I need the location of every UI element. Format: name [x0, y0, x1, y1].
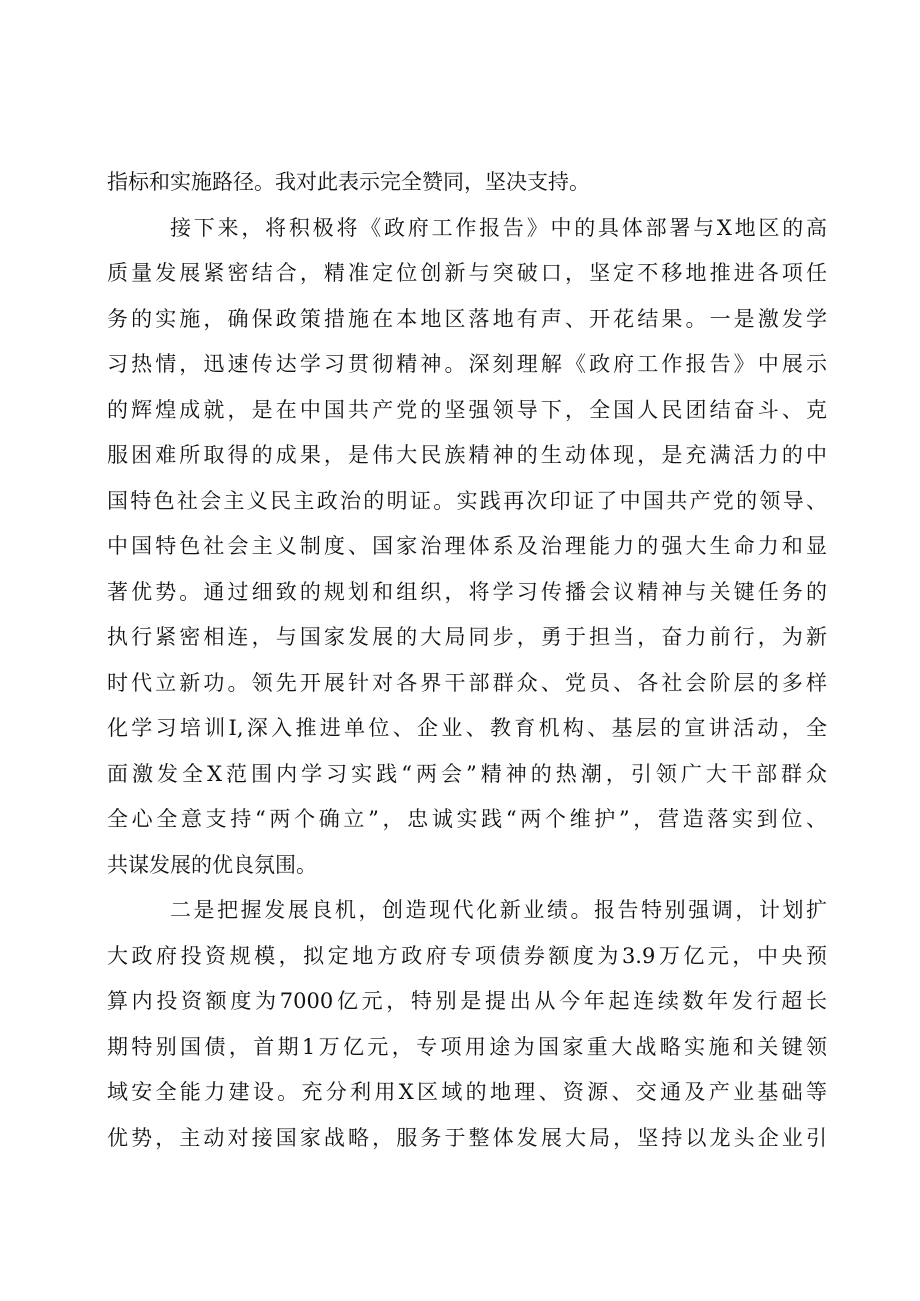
- text-line: 习热情，迅速传达学习贯彻精神。深刻理解《政府工作报告》中展示: [107, 352, 827, 376]
- paragraph-first-line: 二是把握发展良机，创造现代化新业绩。报告特别强调，计划扩: [170, 898, 827, 922]
- text-line: 化学习培训I,深入推进单位、企业、教育机构、基层的宣讲活动，全: [107, 716, 827, 740]
- text-line: 优势，主动对接国家战略，服务于整体发展大局，坚持以龙头企业引: [107, 1125, 827, 1150]
- text-line: 共谋发展的优良氛围。: [107, 852, 317, 877]
- body-text: [107, 160, 827, 1161]
- paragraph-first-line: 接下来，将积极将《政府工作报告》中的具体部署与X地区的高: [170, 215, 827, 240]
- text-line: 时代立新功。领先开展针对各界干部群众、党员、各社会阶层的多样: [107, 670, 827, 695]
- text-line: 面激发全X范围内学习实践“两会”精神的热潮，引领广大干部群众: [107, 761, 827, 786]
- text-line: 著优势。通过细致的规划和组织，将学习传播会议精神与关键任务的: [107, 579, 827, 604]
- text-line: 大政府投资规模，拟定地方政府专项债券额度为3.9万亿元，中央预: [107, 943, 827, 968]
- text-line: 务的实施，确保政策措施在本地区落地有声、开花结果。一是激发学: [107, 306, 827, 331]
- text-line: 域安全能力建设。充分利用X区域的地理、资源、交通及产业基础等: [107, 1080, 827, 1104]
- text-line: 执行紧密相连，与国家发展的大局同步，勇于担当，奋力前行，为新: [107, 625, 827, 649]
- text-line: 中国特色社会主义制度、国家治理体系及治理能力的强大生命力和显: [107, 534, 827, 558]
- text-line: 的辉煌成就，是在中国共产党的坚强领导下，全国人民团结奋斗、克: [107, 397, 827, 422]
- text-line: 全心全意支持“两个确立”，忠诚实践“两个维护”，营造落实到位、: [107, 807, 827, 831]
- text-line: 质量发展紧密结合，精准定位创新与突破口，坚定不移地推进各项任: [107, 261, 827, 285]
- text-line: 指标和实施路径。我对此表示完全赞同，坚决支持。: [107, 170, 590, 194]
- text-line: 服困难所取得的成果，是伟大民族精神的生动体现，是充满活力的中: [107, 443, 827, 467]
- text-line: 国特色社会主义民主政治的明证。实践再次印证了中国共产党的领导、: [107, 488, 827, 513]
- text-line: 期特别国债，首期1万亿元，专项用途为国家重大战略实施和关键领: [107, 1034, 827, 1059]
- text-line: 算内投资额度为7000亿元，特别是提出从今年起连续数年发行超长: [107, 989, 827, 1013]
